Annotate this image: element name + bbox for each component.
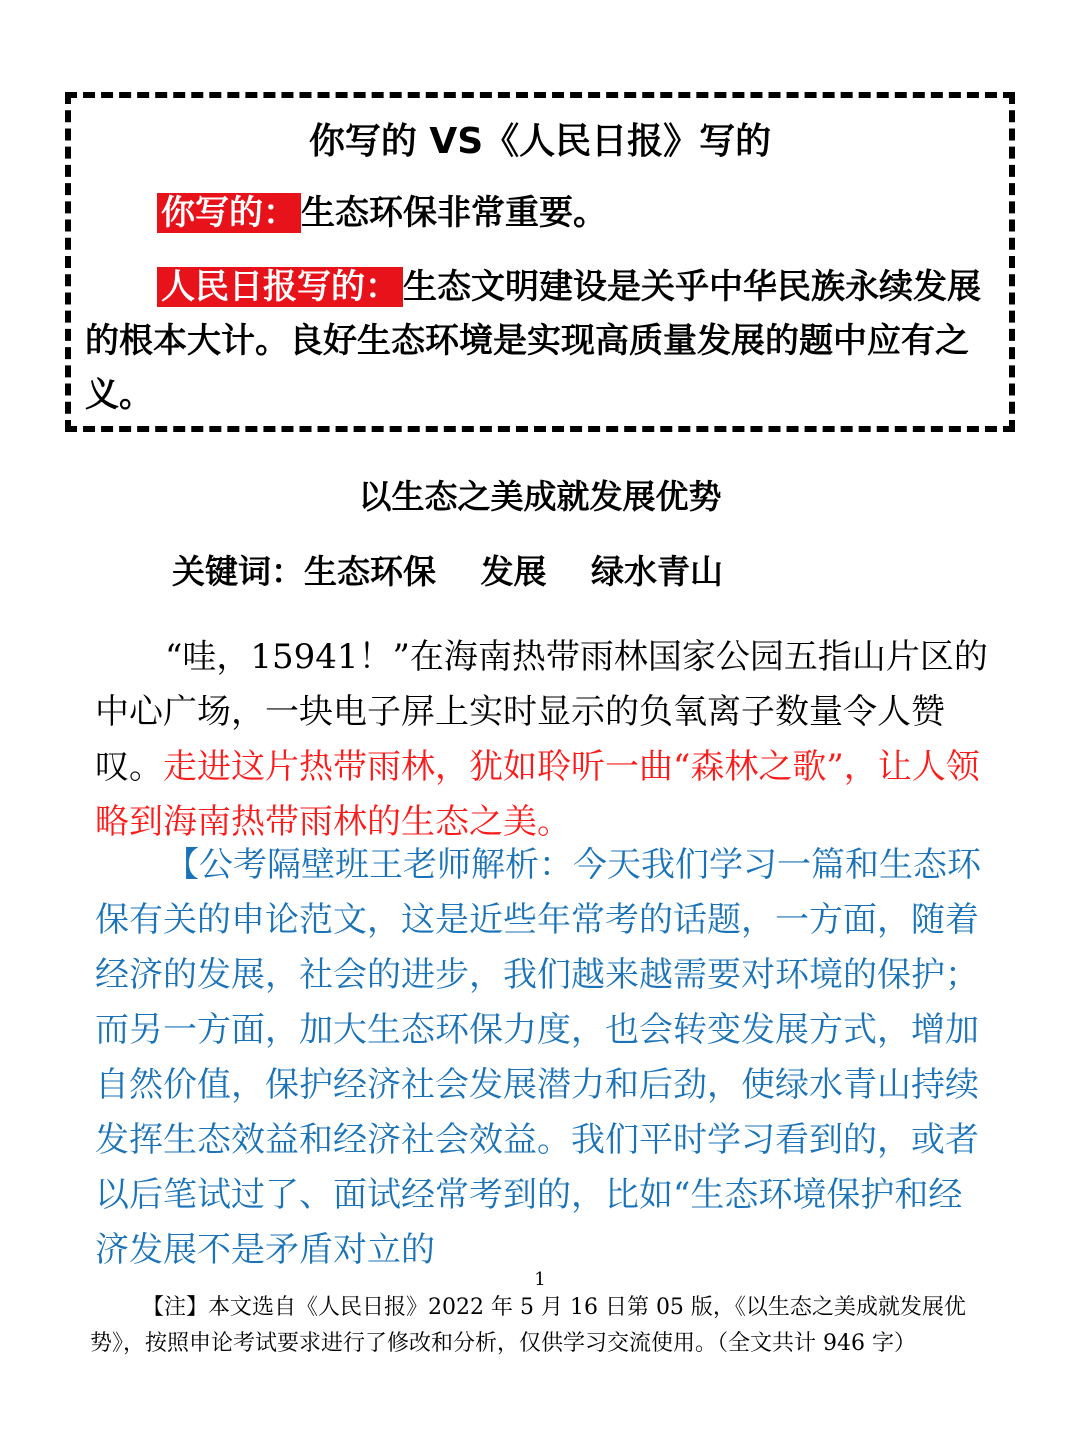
yours-paragraph — [85, 186, 1005, 240]
analysis-paragraph: 【公考隔壁班王老师解析：今天我们学习一篇和生态环保有关的申论范文，这是近些年常考的话题，一方面，随着经济的发展，社会的进步，我们越来越需要对环境的保护；而另一方面，加大生态环保力度，也会转变发展方式，增加自然价值，保护经济社会发展潜力和后劲，使绿水青山持续发挥生态效益和经济社会效益。我们平时学习看到的，或者以后笔试过了、面试经常考到的，比如“生态环境保护和经济发展不是矛盾对立的 — [95, 845, 981, 1270]
article-title: 以生态之美成就发展优势 — [358, 477, 722, 516]
yours-label: 你写的： — [157, 193, 301, 233]
paragraph-1-text: “哇，15941！”在海南热带雨林国家公园五指山片区的中心广场，一块电子屏上实时显示的负氧离子数量令人赞叹。 — [95, 637, 988, 787]
article-paragraph-1 — [95, 630, 990, 850]
comparison-title: 你写的 VS《人民日报》写的 — [308, 121, 772, 162]
paper-label: 人民日报写的： — [157, 267, 403, 307]
paragraph-1-highlight: 走进这片热带雨林，犹如聆听一曲“森林之歌”，让人领略到海南热带雨林的生态之美。 — [95, 747, 980, 842]
paper-text: 生态文明建设是关乎中华民族永续发展的根本大计。良好生态环境是实现高质量发展的题中应有之义。 — [85, 267, 981, 415]
page-number: 1 — [534, 1269, 546, 1290]
source-note: 【注】本文选自《人民日报》2022 年 5 月 16 日第 05 版，《以生态之美成就发展优势》，按照申论考试要求进行了修改和分析，仅供学习交流使用。（全文共计 946 字） — [90, 1295, 966, 1356]
keywords-line: 关键词：生态环保 发展 绿水青山 — [172, 552, 723, 591]
yours-text: 生态环保非常重要。 — [301, 193, 607, 233]
paper-paragraph — [85, 260, 1005, 422]
